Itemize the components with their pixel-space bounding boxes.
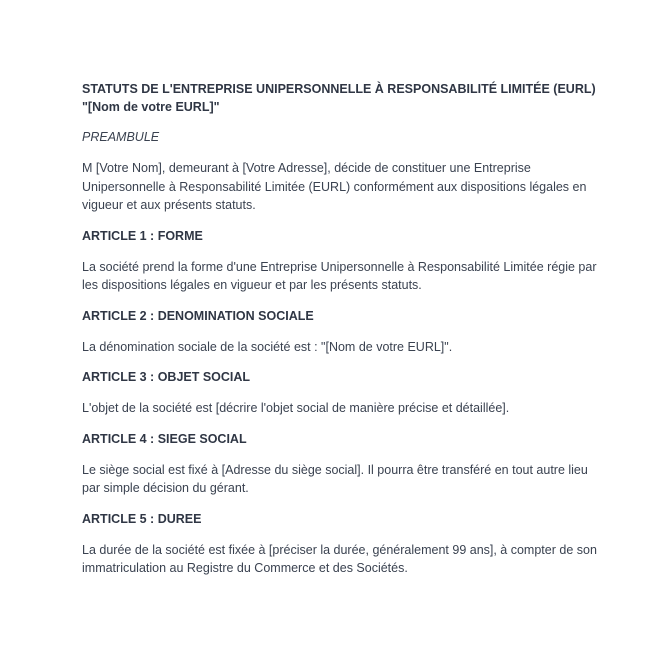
article-3-heading: ARTICLE 3 : OBJET SOCIAL	[82, 370, 251, 384]
article-5-heading: ARTICLE 5 : DUREE	[82, 511, 202, 526]
article-4-text: Le siège social est fixé à [Adresse du siège social]. Il pourra être transféré en tout autre lieu par simple décision du gérant.	[82, 462, 588, 495]
article-4-heading: ARTICLE 4 : SIEGE SOCIAL	[82, 431, 247, 446]
document-page	[82, 80, 602, 590]
article-3-text: L'objet de la société est [décrire l'objet social de manière précise et détaillée].	[82, 401, 510, 415]
document-title: STATUTS DE L'ENTREPRISE UNIPERSONNELLE À RESPONSABILITÉ LIMITÉE (EURL) "[Nom de votre EURL]"	[82, 82, 596, 114]
article-2-heading: ARTICLE 2 : DENOMINATION SOCIALE	[82, 308, 314, 323]
preamble-text: M [Votre Nom], demeurant à [Votre Adresse], décide de constituer une Entreprise Unipersonnelle à Responsabilité Limitée (EURL) conformément aux dispositions légales en vigueur et aux présents statuts.	[82, 161, 587, 212]
preamble-label: PREAMBULE	[82, 130, 160, 144]
article-2-text: La dénomination sociale de la société est : "[Nom de votre EURL]".	[82, 339, 453, 354]
article-5-text: La durée de la société est fixée à [préciser la durée, généralement 99 ans], à compter de son immatriculation au Registre du Commerce et des Sociétés.	[82, 542, 597, 575]
article-1-heading: ARTICLE 1 : FORME	[82, 228, 203, 243]
article-1-text: La société prend la forme d'une Entreprise Unipersonnelle à Responsabilité Limitée régie par les dispositions légales en vigueur et par les présents statuts.	[82, 259, 597, 292]
